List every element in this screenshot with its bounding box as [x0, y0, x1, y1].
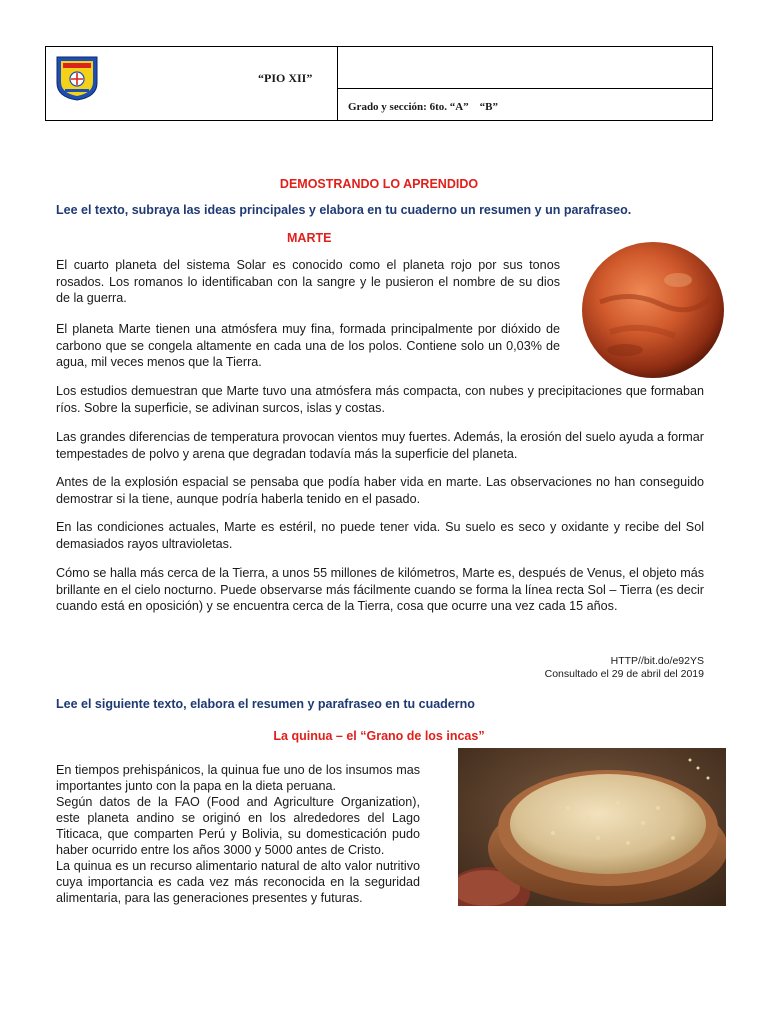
- school-name: “PIO XII”: [258, 71, 313, 85]
- source-url: HTTP//bit.do/e92YS: [610, 655, 704, 667]
- paragraph: Según datos de la FAO (Food and Agriculture Organization), este planeta andino se originó en los alrededores del Lago Titicaca, que comparten Perú y Bolivia, su domesticación pudo haber ocurrido entre los años 3000 y 5000 antes de Cristo.: [56, 795, 420, 857]
- paragraph: La quinua es un recurso alimentario natural de alto valor nutritivo cuya importancia es cada vez más reconocida en la seguridad alimentaria, para las generaciones presentes y futuras.: [56, 859, 420, 905]
- school-crest-icon: [55, 55, 99, 101]
- header-divider: [337, 88, 712, 89]
- quinoa-text: [56, 762, 420, 906]
- paragraph: El planeta Marte tienen una atmósfera muy fina, formada principalmente por dióxido de carbono que se congela altamente en cada una de los polos. Contiene solo un 0,03% de agua, mil veces menos que la Tierra.: [56, 322, 560, 369]
- paragraph: Cómo se halla más cerca de la Tierra, a unos 55 millones de kilómetros, Marte es, después de Venus, el objeto más brillante en el cielo nocturno. Puede observarse más fácilmente cuando se forma la línea recta Sol – Tierra (es decir cuando está en oposición) y se encuentra cerca de la Tierra, cosa que ocurre una vez cada 15 años.: [56, 566, 704, 613]
- subject-title-2: La quinua – el “Grano de los incas”: [273, 729, 485, 743]
- paragraph: Los estudios demuestran que Marte tuvo una atmósfera más compacta, con nubes y precipitaciones que formaban ríos. Sobre la superficie, se adivinan surcos, islas y costas.: [56, 384, 704, 415]
- instruction-2: Lee el siguiente texto, elabora el resumen y parafraseo en tu cuaderno: [56, 697, 475, 711]
- paragraph: El cuarto planeta del sistema Solar es conocido como el planeta rojo por sus tonos rosados. Los romanos lo identificaban con la sangre y le pusieron el nombre de su dios de la guerra.: [56, 258, 560, 305]
- paragraph: Las grandes diferencias de temperatura provocan vientos muy fuertes. Además, la erosión del suelo ayuda a formar tempestades de polvo y arena que degradan todavía más la superficie del planeta.: [56, 430, 704, 461]
- instruction: Lee el texto, subraya las ideas principales y elabora en tu cuaderno un resumen y un parafraseo.: [56, 203, 632, 217]
- quinoa-bowl-image: [458, 748, 726, 906]
- header-divider: [337, 47, 338, 120]
- header-table: [45, 46, 713, 121]
- paragraph: En tiempos prehispánicos, la quinua fue uno de los insumos mas importantes junto con la papa en la dieta peruana.: [56, 763, 420, 793]
- paragraph: En las condiciones actuales, Marte es estéril, no puede tener vida. Su suelo es seco y oxidante y recibe del Sol demasiados rayos ultravioletas.: [56, 520, 704, 551]
- paragraph: Antes de la explosión espacial se pensaba que podía haber vida en marte. Las observaciones no han conseguido demostrar si la tiene, aunque podría haberla tenido en el pasado.: [56, 475, 704, 506]
- subject-title: MARTE: [287, 231, 332, 245]
- mars-planet-image: [580, 240, 726, 380]
- grade-section: Grado y sección: 6to. “A” “B”: [348, 101, 499, 113]
- source-date: Consultado el 29 de abril del 2019: [544, 668, 704, 680]
- activity-title: DEMOSTRANDO LO APRENDIDO: [279, 177, 479, 191]
